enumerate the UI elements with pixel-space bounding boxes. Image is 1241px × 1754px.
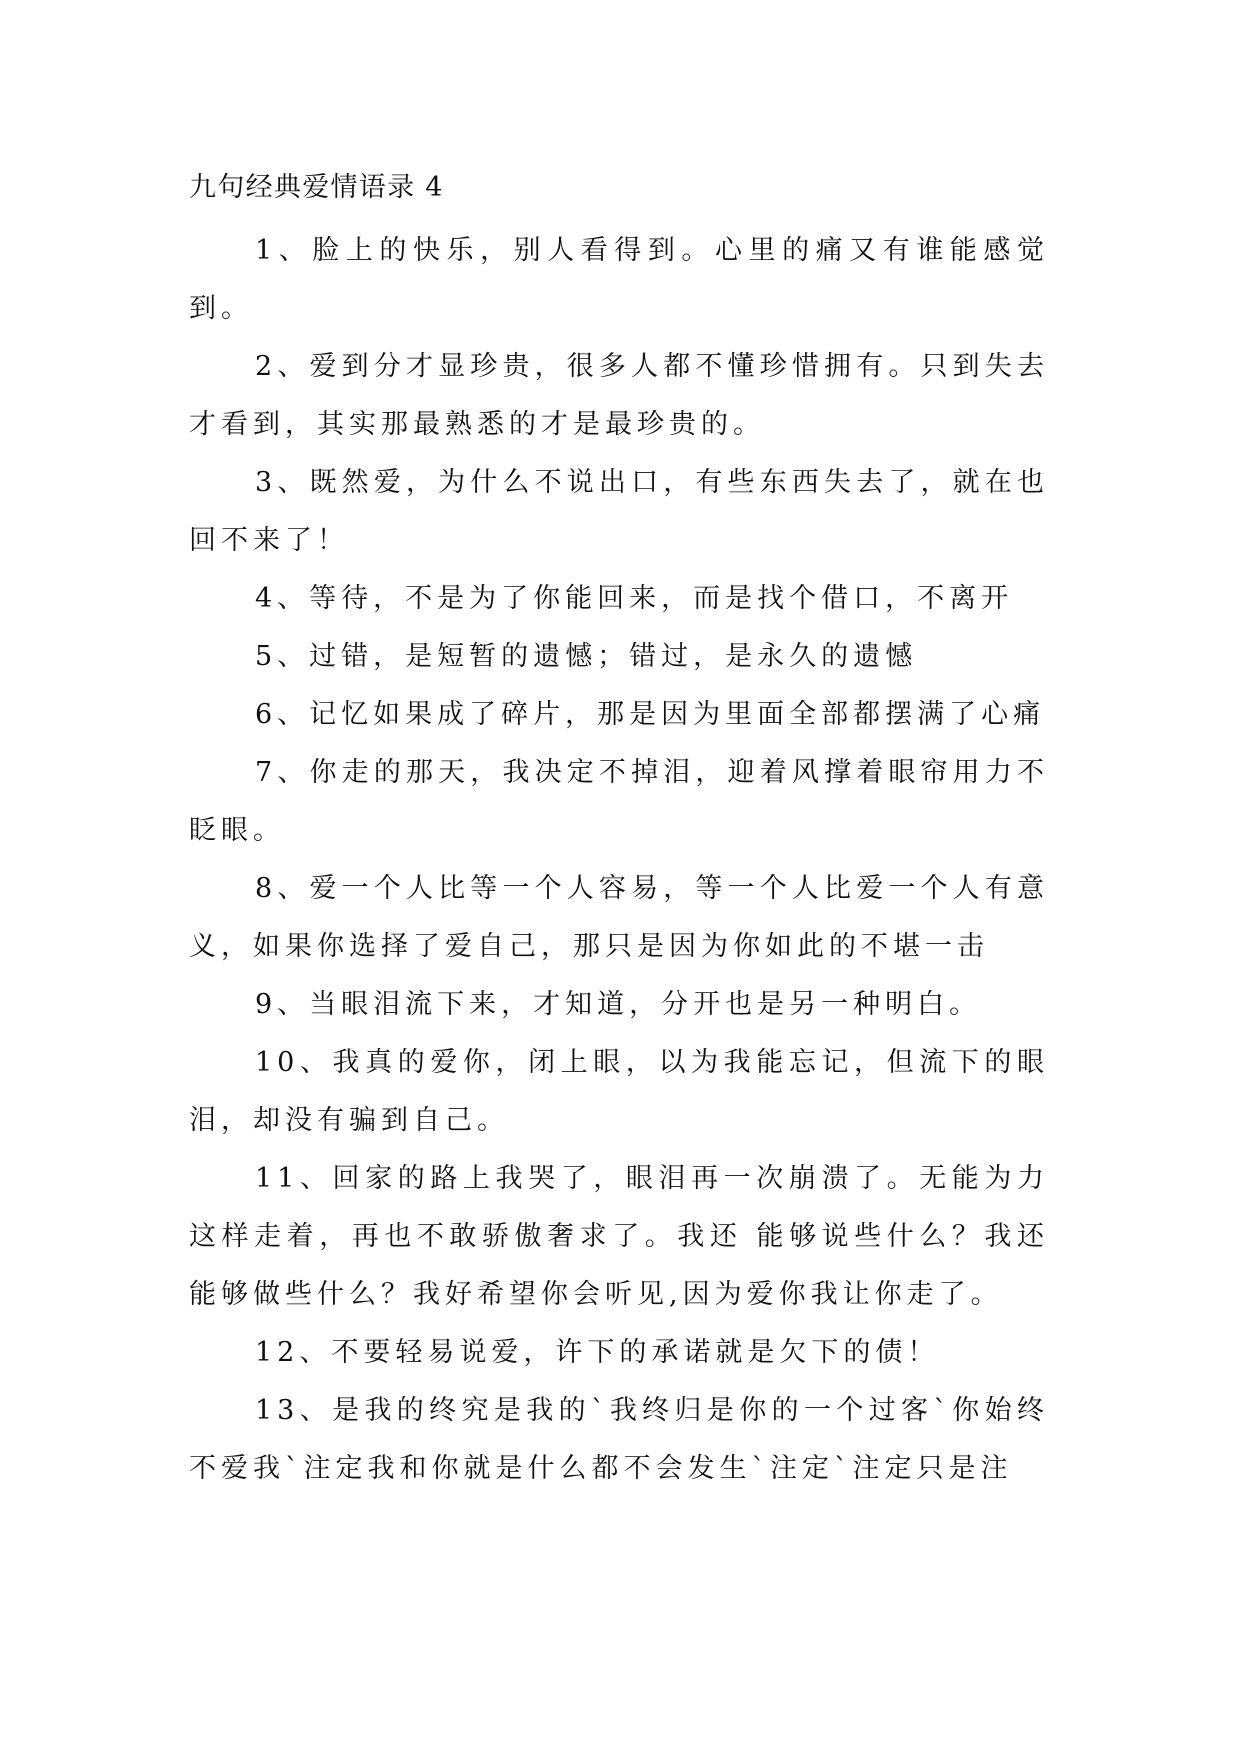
paragraph-5: 5、过错，是短暂的遗憾；错过，是永久的遗憾 xyxy=(255,641,918,672)
paragraph-10: 10、我真的爱你，闭上眼，以为我能忘记，但流下的眼泪，却没有骗到自己。 xyxy=(189,1047,1049,1136)
paragraph-6: 6、记忆如果成了碎片，那是因为里面全部都摆满了心痛 xyxy=(255,699,1046,730)
paragraph-2: 2、爱到分才显珍贵，很多人都不懂珍惜拥有。只到失去才看到，其实那最熟悉的才是最珍贵的。 xyxy=(189,351,1049,440)
paragraph-13: 13、是我的终究是我的`我终归是你的一个过客`你始终不爱我`注定我和你就是什么都不会发生`注定`注定只是注 xyxy=(189,1395,1049,1484)
paragraph-9: 9、当眼泪流下来，才知道，分开也是另一种明白。 xyxy=(255,989,982,1020)
paragraph-7: 7、你走的那天，我决定不掉泪，迎着风撑着眼帘用力不眨眼。 xyxy=(189,757,1049,846)
document-title: 九句经典爱情语录 4 xyxy=(189,172,444,203)
paragraph-3: 3、既然爱，为什么不说出口，有些东西失去了，就在也回不来了！ xyxy=(189,467,1049,556)
paragraph-12: 12、不要轻易说爱，许下的承诺就是欠下的债！ xyxy=(255,1337,940,1368)
paragraph-8: 8、爱一个人比等一个人容易，等一个人比爱一个人有意义，如果你选择了爱自己，那只是因为你如此的不堪一击 xyxy=(189,873,1049,962)
document-page xyxy=(189,164,1049,1498)
paragraph-1: 1、脸上的快乐，别人看得到。心里的痛又有谁能感觉到。 xyxy=(189,235,1049,324)
paragraph-4: 4、等待，不是为了你能回来，而是找个借口，不离开 xyxy=(255,583,1014,614)
paragraph-11: 11、回家的路上我哭了，眼泪再一次崩溃了。无能为力这样走着，再也不敢骄傲奢求了。我还 能够说些什么？我还能够做些什么？我好希望你会听见,因为爱你我让你走了。 xyxy=(189,1163,1049,1310)
